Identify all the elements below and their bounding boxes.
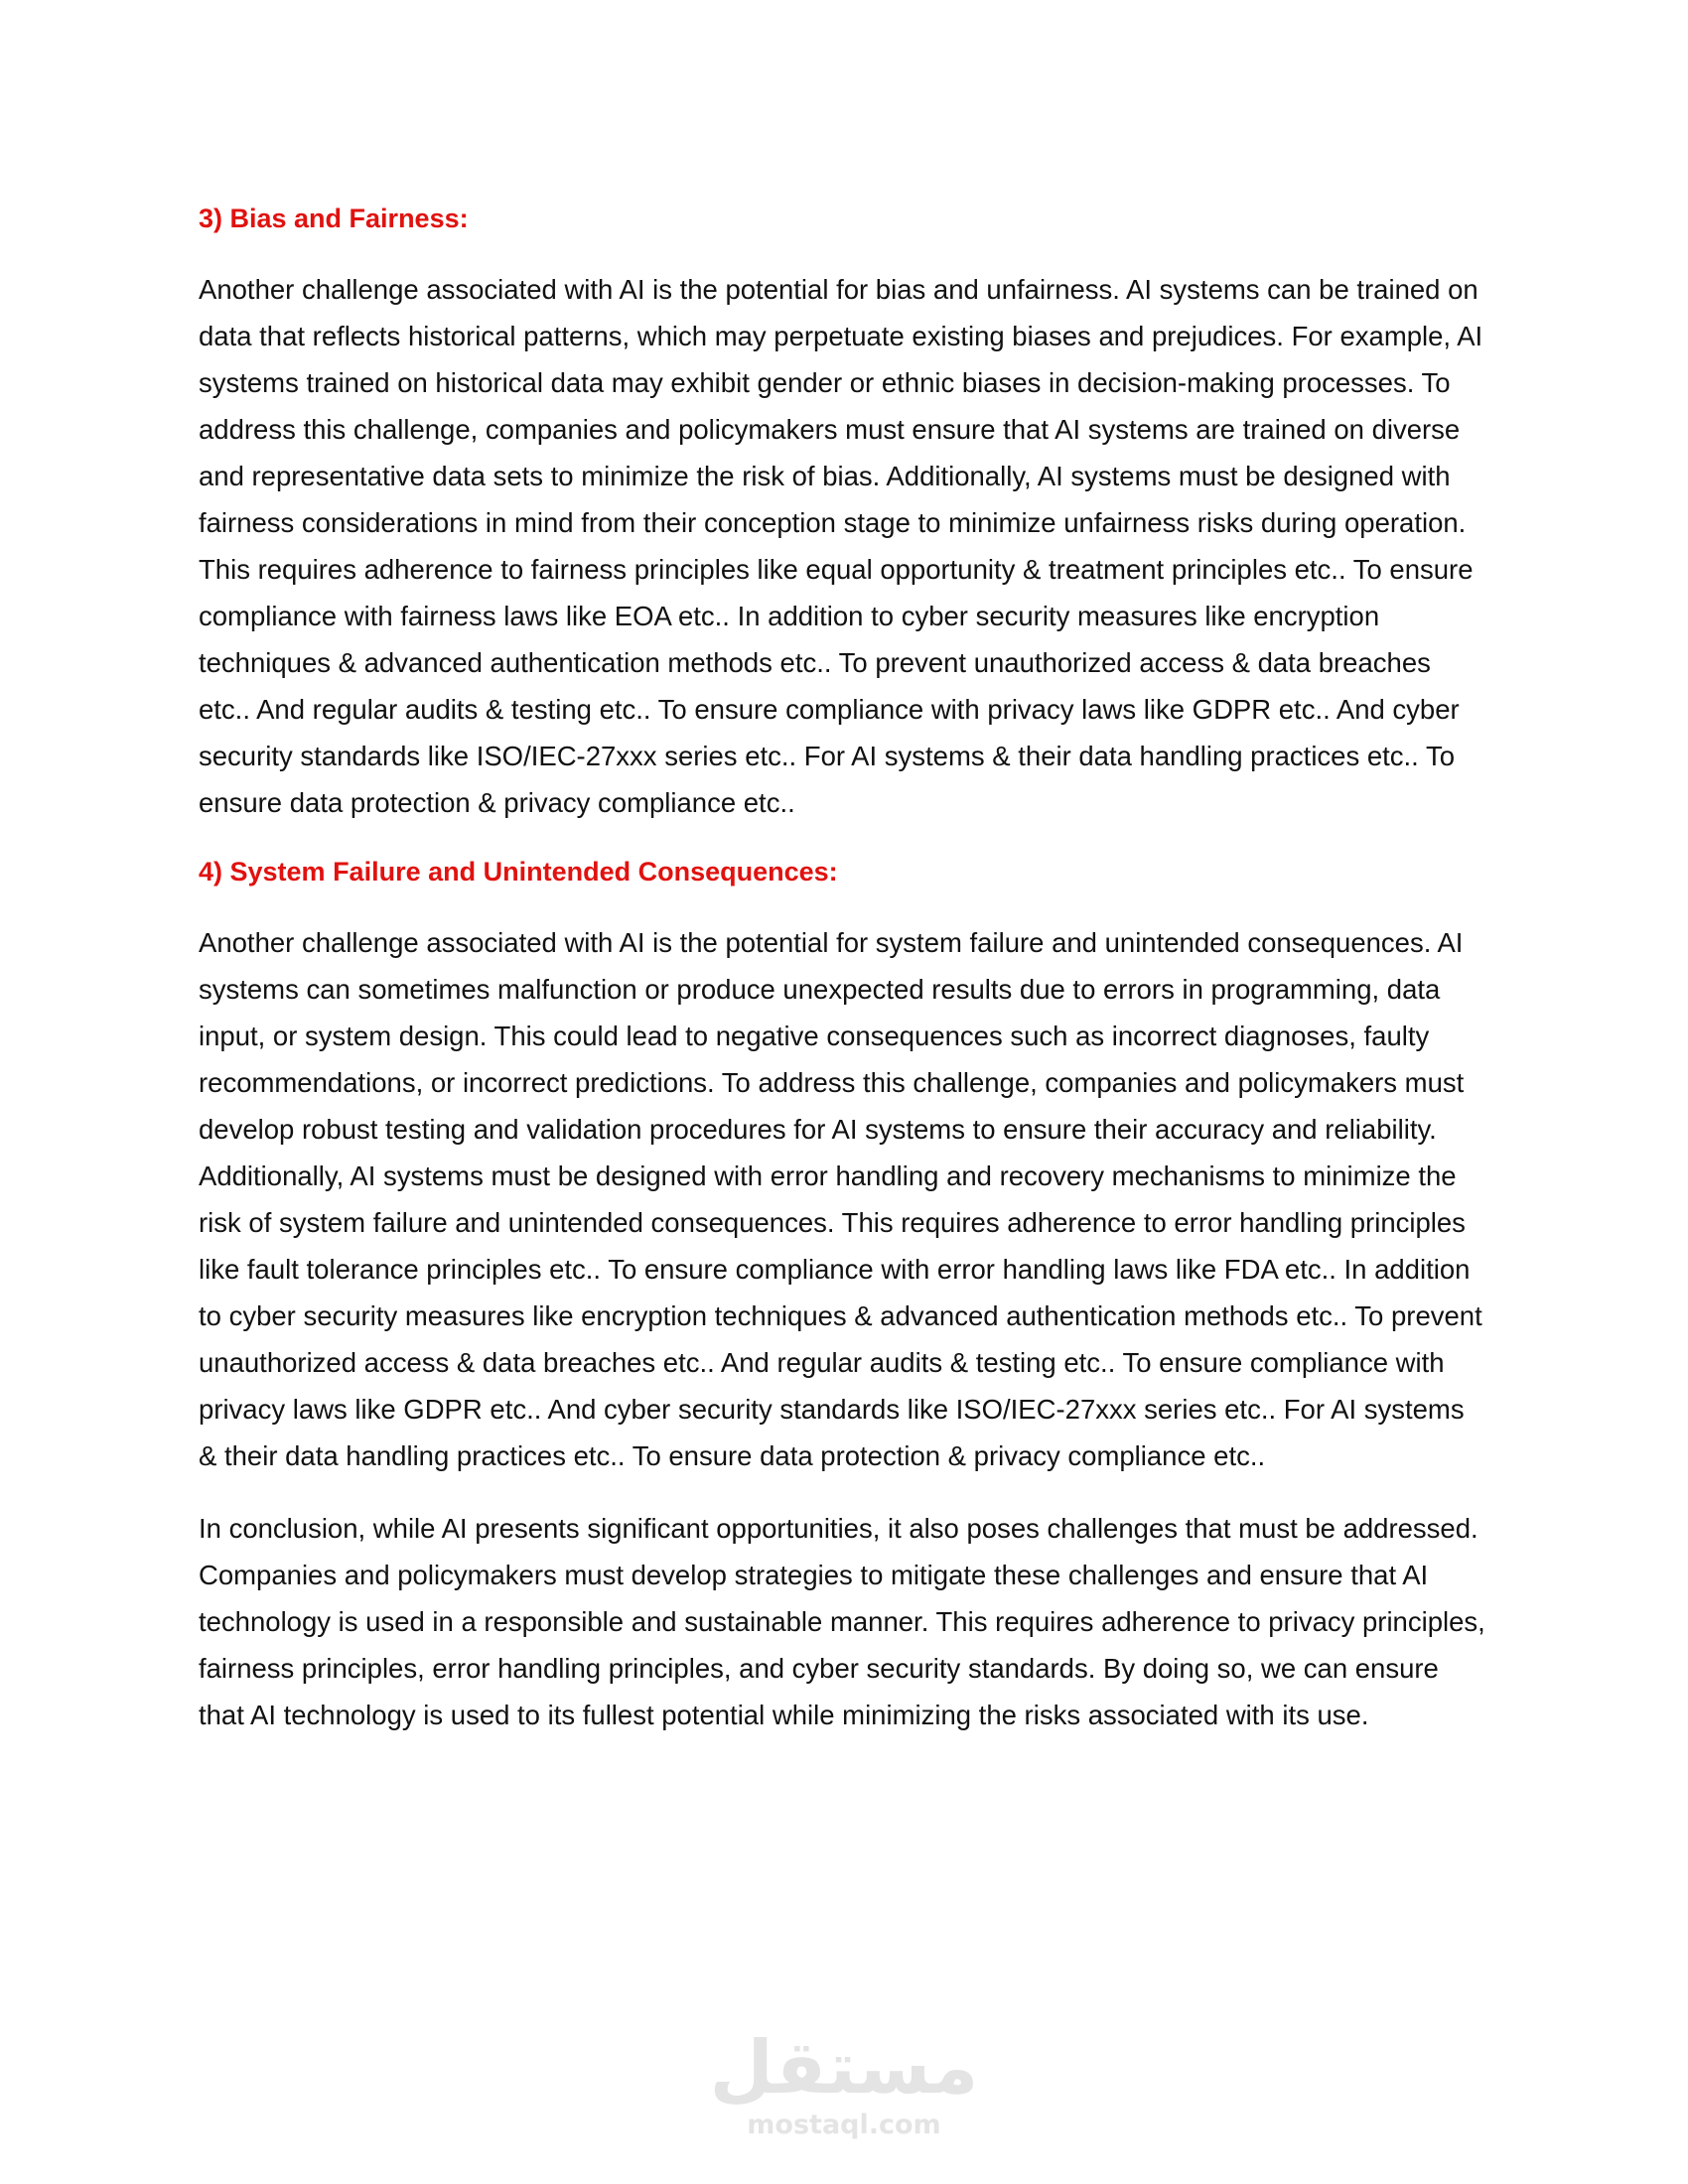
watermark-arabic-logo: مستقل (709, 2025, 979, 2111)
section-heading-bias-fairness: 3) Bias and Fairness: (199, 204, 469, 233)
section-paragraph-system-failure: Another challenge associated with AI is the potential for system failure and unintended consequences. AI systems can sometimes malfunction or produce unexpected results due to errors in programming, data input, or system design. This could lead to negative consequences such as incorrect diagnoses, faulty recommendations, or incorrect predictions. To address this challenge, companies and policymakers must develop robust testing and validation procedures for AI systems to ensure their accuracy and reliability. Additionally, AI systems must be designed with error handling and recovery mechanisms to minimize the risk of system failure and unintended consequences. This requires adherence to error handling principles like fault tolerance principles etc.. To ensure compliance with error handling laws like FDA etc.. In addition to cyber security measures like encryption techniques & advanced authentication methods etc.. To prevent unauthorized access & data breaches etc.. And regular audits & testing etc.. To ensure compliance with privacy laws like GDPR etc.. And cyber security standards like ISO/IEC-27xxx series etc.. For AI systems & their data handling practices etc.. To ensure data protection & privacy compliance etc.. (199, 927, 1482, 1471)
section-heading-system-failure: 4) System Failure and Unintended Consequences: (199, 857, 838, 887)
document-page (199, 199, 1489, 1764)
mostaql-watermark (0, 2025, 1688, 2140)
watermark-latin-text: mostaql.com (747, 2110, 941, 2140)
conclusion-paragraph: In conclusion, while AI presents significant opportunities, it also poses challenges that must be addressed. Companies and policymakers must develop strategies to mitigate these challenges and ensure that AI technology is used in a responsible and sustainable manner. This requires adherence to privacy principles, fairness principles, error handling principles, and cyber security standards. By doing so, we can ensure that AI technology is used to its fullest potential while minimizing the risks associated with its use. (199, 1513, 1485, 1730)
section-paragraph-bias-fairness: Another challenge associated with AI is the potential for bias and unfairness. AI systems can be trained on data that reflects historical patterns, which may perpetuate existing biases and prejudices. For example, AI systems trained on historical data may exhibit gender or ethnic biases in decision-making processes. To address this challenge, companies and policymakers must ensure that AI systems are trained on diverse and representative data sets to minimize the risk of bias. Additionally, AI systems must be designed with fairness considerations in mind from their conception stage to minimize unfairness risks during operation. This requires adherence to fairness principles like equal opportunity & treatment principles etc.. To ensure compliance with fairness laws like EOA etc.. In addition to cyber security measures like encryption techniques & advanced authentication methods etc.. To prevent unauthorized access & data breaches etc.. And regular audits & testing etc.. To ensure compliance with privacy laws like GDPR etc.. And cyber security standards like ISO/IEC-27xxx series etc.. For AI systems & their data handling practices etc.. To ensure data protection & privacy compliance etc.. (199, 274, 1483, 818)
